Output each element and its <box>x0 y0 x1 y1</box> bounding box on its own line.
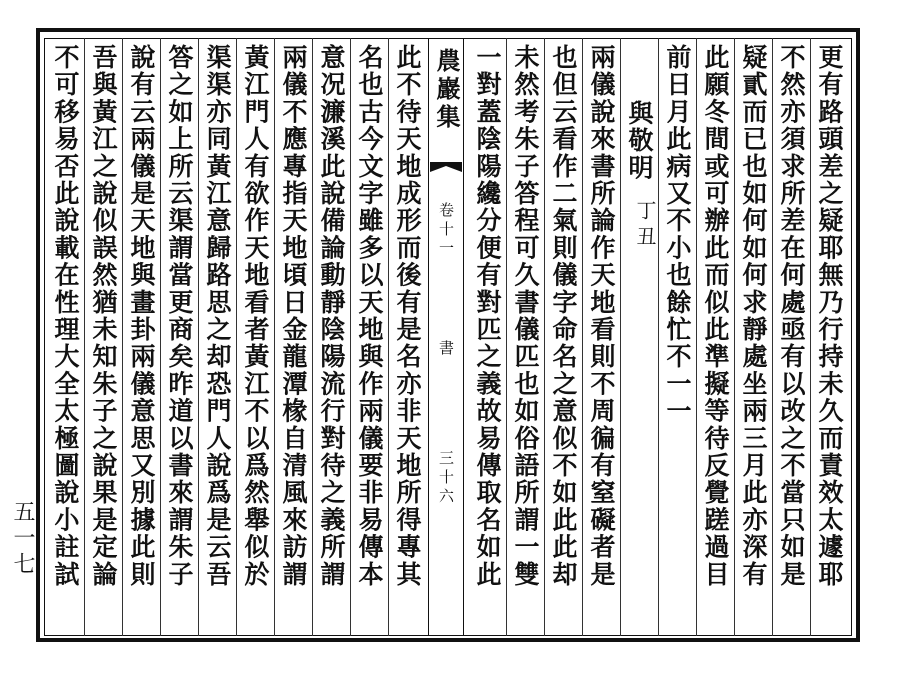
column-rule <box>350 38 351 636</box>
text-column: 也但云看作二氣則儀字命名之意似不如此此却 <box>549 44 578 588</box>
page-number: 五一七 <box>10 500 35 578</box>
column-rule <box>772 38 773 636</box>
letter-date-note: 丁丑 <box>633 200 657 252</box>
column-rule <box>734 38 735 636</box>
text-column: 未然考朱子答程可久書儀匹也如俗語所謂一雙 <box>511 44 540 588</box>
column-rule <box>696 38 697 636</box>
text-column: 兩儀不應專指天地頃日金龍潭椽自清風來訪謂 <box>279 44 308 588</box>
column-rule <box>160 38 161 636</box>
text-column: 疑貳而已也如何如何求靜處坐兩三月此亦深有 <box>739 44 768 588</box>
column-rule <box>312 38 313 636</box>
text-column: 不然亦須求所差在何處亟有以改之不當只如是 <box>777 44 806 588</box>
text-column: 此願冬間或可辦此而似此準擬等待反覺蹉過目 <box>701 44 730 588</box>
text-column: 說有云兩儀是天地與畫卦兩儀意思又別據此則 <box>127 44 156 588</box>
text-column: 吾與黃江之說似誤然猶未知朱子之說果是定論 <box>89 44 118 588</box>
text-column: 此不待天地成形而後有是名亦非天地所得專其 <box>393 44 422 588</box>
column-rule <box>236 38 237 636</box>
column-rule <box>544 38 545 636</box>
text-column: 前日月此病又不小也餘忙不一一 <box>663 44 692 425</box>
text-column: 渠渠亦同黃江意歸路思之却恐門人說爲是云吾 <box>203 44 232 588</box>
column-rule <box>122 38 123 636</box>
section-label: 書 <box>437 340 455 359</box>
column-rule <box>506 38 507 636</box>
column-rule <box>658 38 659 636</box>
text-column: 更有路頭差之疑耶無乃行持未久而責效太遽耶 <box>815 44 844 588</box>
fish-tail-mark-icon <box>428 158 464 192</box>
column-rule <box>810 38 811 636</box>
text-column: 意况濂溪此說備論動靜陰陽流行對待之義所謂 <box>317 44 346 588</box>
column-rule <box>582 38 583 636</box>
book-title: 農巖集 <box>432 48 461 132</box>
text-column: 一對蓋陰陽纔分便有對匹之義故易傳取名如此 <box>473 44 502 588</box>
text-column: 名也古今文字雖多以天地與作兩儀要非易傳本 <box>355 44 384 588</box>
text-column: 黃江門人有欲作天地看者黃江不以爲然舉似於 <box>241 44 270 588</box>
column-rule <box>198 38 199 636</box>
text-column: 不可移易否此說載在性理大全太極圖說小註試 <box>51 44 80 588</box>
folio-number: 三十六 <box>437 450 455 507</box>
column-rule <box>620 38 621 636</box>
column-rule <box>388 38 389 636</box>
letter-heading: 與敬明 <box>625 100 654 182</box>
volume-label: 卷十一 <box>437 202 455 259</box>
text-column: 答之如上所云渠謂當更商矣昨道以書來謂朱子 <box>165 44 194 588</box>
column-rule <box>274 38 275 636</box>
text-column: 兩儀說來書所論作天地看則不周徧有窒礙者是 <box>587 44 616 588</box>
column-rule <box>84 38 85 636</box>
